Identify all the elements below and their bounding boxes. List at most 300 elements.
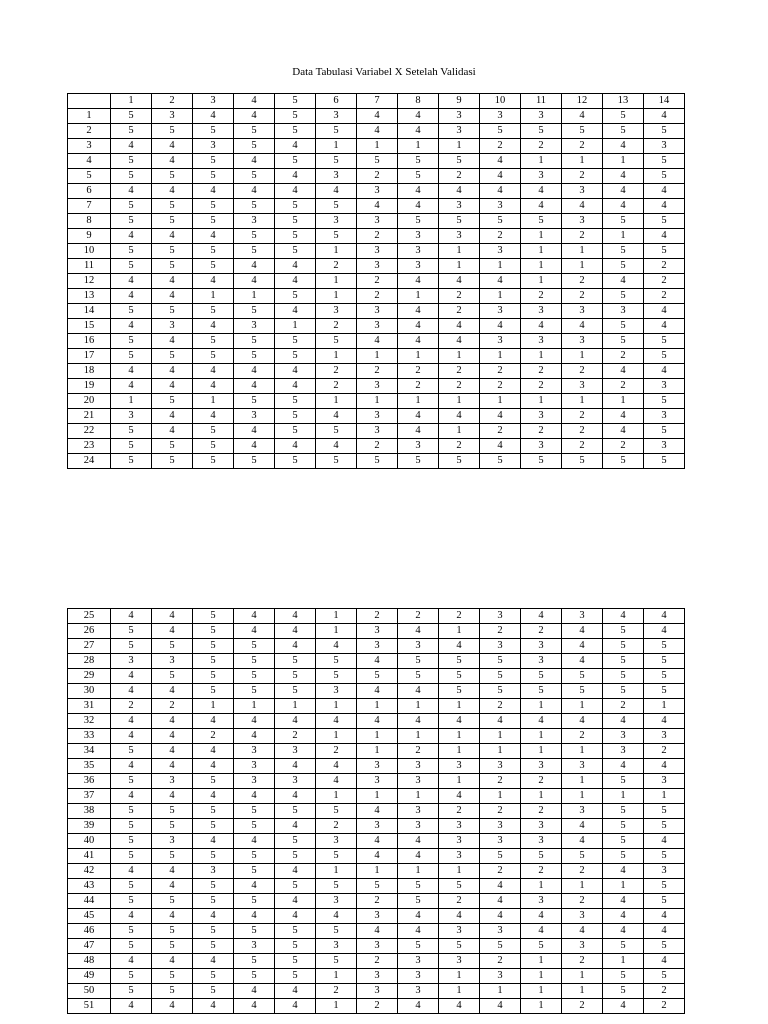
column-header: 8	[398, 94, 439, 109]
table-cell: 5	[111, 849, 152, 864]
table-cell: 3	[111, 409, 152, 424]
table-cell: 4	[603, 424, 644, 439]
table-cell: 4	[357, 684, 398, 699]
table-cell: 4	[193, 789, 234, 804]
table-cell: 5	[193, 349, 234, 364]
table-cell: 1	[480, 349, 521, 364]
table-cell: 4	[439, 999, 480, 1014]
table-cell: 1	[316, 789, 357, 804]
table-cell: 3	[398, 969, 439, 984]
table-cell: 5	[480, 684, 521, 699]
table-cell: 5	[234, 454, 275, 469]
table-cell: 5	[234, 139, 275, 154]
table-cell: 3	[357, 909, 398, 924]
table-row	[68, 454, 685, 469]
table-cell: 5	[480, 124, 521, 139]
table-cell: 5	[111, 879, 152, 894]
table-cell: 1	[234, 289, 275, 304]
table-cell: 4	[234, 259, 275, 274]
table-row	[68, 184, 685, 199]
row-number: 7	[68, 199, 111, 214]
table-cell: 2	[439, 289, 480, 304]
table-cell: 4	[357, 199, 398, 214]
table-row	[68, 954, 685, 969]
table-cell: 4	[111, 184, 152, 199]
table-cell: 4	[644, 834, 685, 849]
table-cell: 4	[234, 274, 275, 289]
table-cell: 3	[357, 259, 398, 274]
table-cell: 4	[193, 954, 234, 969]
column-header: 3	[193, 94, 234, 109]
table-cell: 5	[234, 684, 275, 699]
table-cell: 2	[357, 229, 398, 244]
table-cell: 4	[398, 274, 439, 289]
table-cell: 5	[644, 169, 685, 184]
table-row	[68, 924, 685, 939]
table-cell: 5	[111, 439, 152, 454]
table-cell: 4	[480, 909, 521, 924]
table-cell: 5	[193, 879, 234, 894]
row-number: 36	[68, 774, 111, 789]
table-cell: 4	[111, 684, 152, 699]
table-cell: 5	[152, 894, 193, 909]
table-cell: 4	[316, 639, 357, 654]
table-cell: 4	[562, 834, 603, 849]
table-cell: 1	[480, 259, 521, 274]
table-cell: 4	[562, 624, 603, 639]
table-cell: 5	[316, 804, 357, 819]
table-cell: 5	[562, 669, 603, 684]
table-cell: 4	[398, 924, 439, 939]
table-cell: 5	[152, 849, 193, 864]
table-cell: 5	[398, 939, 439, 954]
table-cell: 4	[193, 109, 234, 124]
table-cell: 4	[398, 124, 439, 139]
table-cell: 4	[562, 819, 603, 834]
table-cell: 5	[111, 819, 152, 834]
table-cell: 2	[562, 364, 603, 379]
table-cell: 5	[644, 424, 685, 439]
table-cell: 5	[111, 804, 152, 819]
row-number: 13	[68, 289, 111, 304]
table-cell: 2	[562, 954, 603, 969]
table-cell: 1	[480, 289, 521, 304]
table-cell: 3	[644, 439, 685, 454]
table-row	[68, 424, 685, 439]
table-cell: 4	[562, 654, 603, 669]
table-cell: 4	[275, 864, 316, 879]
table-cell: 5	[275, 394, 316, 409]
row-number: 15	[68, 319, 111, 334]
table-cell: 5	[603, 334, 644, 349]
table-cell: 5	[152, 124, 193, 139]
table-cell: 5	[316, 954, 357, 969]
table-cell: 4	[275, 999, 316, 1014]
table-cell: 1	[357, 349, 398, 364]
table-row	[68, 409, 685, 424]
table-cell: 5	[193, 609, 234, 624]
table-cell: 5	[644, 244, 685, 259]
table-cell: 4	[316, 774, 357, 789]
table-row	[68, 804, 685, 819]
table-cell: 5	[644, 894, 685, 909]
table-cell: 1	[316, 139, 357, 154]
table-cell: 4	[521, 909, 562, 924]
table-cell: 5	[234, 349, 275, 364]
table-cell: 5	[603, 319, 644, 334]
table-cell: 4	[234, 109, 275, 124]
table-cell: 4	[152, 424, 193, 439]
table-cell: 1	[439, 729, 480, 744]
table-cell: 1	[275, 699, 316, 714]
table-cell: 1	[398, 699, 439, 714]
table-cell: 4	[316, 909, 357, 924]
table-cell: 5	[234, 849, 275, 864]
table-cell: 4	[644, 109, 685, 124]
table-row	[68, 984, 685, 999]
table-cell: 1	[398, 864, 439, 879]
table-cell: 5	[316, 849, 357, 864]
table-cell: 4	[275, 439, 316, 454]
table-cell: 4	[562, 924, 603, 939]
table-cell: 3	[234, 774, 275, 789]
table-cell: 4	[603, 999, 644, 1014]
table-cell: 4	[193, 999, 234, 1014]
table-cell: 4	[562, 639, 603, 654]
table-cell: 5	[398, 654, 439, 669]
table-cell: 5	[603, 654, 644, 669]
table-cell: 5	[193, 169, 234, 184]
row-number: 19	[68, 379, 111, 394]
row-number: 21	[68, 409, 111, 424]
table-cell: 4	[644, 364, 685, 379]
table-cell: 5	[644, 154, 685, 169]
table-cell: 3	[562, 804, 603, 819]
table-cell: 4	[111, 289, 152, 304]
table-cell: 4	[275, 259, 316, 274]
table-row	[68, 819, 685, 834]
table-cell: 4	[152, 409, 193, 424]
table-cell: 1	[480, 394, 521, 409]
table-body	[68, 609, 685, 1014]
table-cell: 2	[398, 364, 439, 379]
row-number: 26	[68, 624, 111, 639]
table-row	[68, 714, 685, 729]
row-number: 30	[68, 684, 111, 699]
table-row	[68, 774, 685, 789]
table-cell: 3	[398, 984, 439, 999]
table-cell: 4	[234, 424, 275, 439]
table-cell: 2	[398, 609, 439, 624]
column-header: 1	[111, 94, 152, 109]
table-cell: 5	[193, 454, 234, 469]
table-cell: 4	[111, 999, 152, 1014]
table-cell: 5	[480, 214, 521, 229]
table-row	[68, 229, 685, 244]
table-row	[68, 364, 685, 379]
page-title: Data Tabulasi Variabel X Setelah Validasi	[292, 66, 476, 78]
table-cell: 3	[480, 109, 521, 124]
table-cell: 2	[357, 169, 398, 184]
table-cell: 1	[398, 394, 439, 409]
column-header: 11	[521, 94, 562, 109]
table-cell: 4	[111, 729, 152, 744]
table-cell: 1	[111, 394, 152, 409]
table-cell: 5	[521, 849, 562, 864]
table-cell: 4	[644, 319, 685, 334]
table-cell: 1	[521, 954, 562, 969]
row-number: 42	[68, 864, 111, 879]
table-cell: 5	[603, 214, 644, 229]
table-cell: 5	[603, 804, 644, 819]
table-cell: 4	[193, 759, 234, 774]
table-cell: 5	[275, 924, 316, 939]
table-row	[68, 999, 685, 1014]
table-cell: 4	[603, 409, 644, 424]
table-cell: 5	[152, 439, 193, 454]
table-cell: 5	[439, 654, 480, 669]
table-cell: 3	[480, 924, 521, 939]
table-cell: 1	[603, 229, 644, 244]
table-row	[68, 789, 685, 804]
table-cell: 1	[357, 744, 398, 759]
table-cell: 4	[439, 909, 480, 924]
table-cell: 3	[644, 409, 685, 424]
table-cell: 4	[398, 184, 439, 199]
table-cell: 2	[521, 379, 562, 394]
table-cell: 3	[111, 654, 152, 669]
table-cell: 2	[603, 379, 644, 394]
table-cell: 5	[398, 879, 439, 894]
table-cell: 4	[562, 319, 603, 334]
table-cell: 1	[521, 699, 562, 714]
table-cell: 5	[111, 894, 152, 909]
table-cell: 3	[316, 214, 357, 229]
table-cell: 5	[316, 424, 357, 439]
table-cell: 5	[193, 654, 234, 669]
table-cell: 4	[111, 139, 152, 154]
table-cell: 5	[234, 229, 275, 244]
table-cell: 4	[439, 714, 480, 729]
table-cell: 2	[439, 169, 480, 184]
table-row	[68, 109, 685, 124]
table-cell: 5	[234, 864, 275, 879]
table-cell: 4	[316, 714, 357, 729]
table-cell: 5	[152, 304, 193, 319]
table-cell: 4	[193, 834, 234, 849]
table-cell: 2	[357, 609, 398, 624]
table-cell: 4	[152, 379, 193, 394]
table-cell: 2	[603, 439, 644, 454]
table-cell: 3	[152, 109, 193, 124]
table-cell: 5	[193, 304, 234, 319]
table-cell: 4	[357, 804, 398, 819]
table-cell: 1	[316, 609, 357, 624]
table-cell: 5	[193, 969, 234, 984]
table-cell: 3	[439, 834, 480, 849]
table-cell: 3	[234, 214, 275, 229]
table-cell: 5	[316, 229, 357, 244]
table-cell: 5	[275, 409, 316, 424]
table-cell: 5	[111, 259, 152, 274]
table-cell: 2	[357, 289, 398, 304]
table-cell: 5	[644, 804, 685, 819]
table-cell: 2	[316, 364, 357, 379]
table-cell: 3	[521, 334, 562, 349]
table-cell: 4	[439, 334, 480, 349]
table-cell: 1	[603, 789, 644, 804]
table-cell: 4	[234, 439, 275, 454]
row-number: 20	[68, 394, 111, 409]
table-cell: 4	[439, 184, 480, 199]
table-cell: 3	[357, 379, 398, 394]
row-number: 45	[68, 909, 111, 924]
table-cell: 4	[152, 154, 193, 169]
table-cell: 1	[562, 744, 603, 759]
table-cell: 2	[521, 364, 562, 379]
table-cell: 3	[644, 729, 685, 744]
table-cell: 3	[316, 834, 357, 849]
table-cell: 2	[439, 804, 480, 819]
table-cell: 4	[398, 334, 439, 349]
table-cell: 3	[357, 319, 398, 334]
table-cell: 1	[234, 699, 275, 714]
row-number: 23	[68, 439, 111, 454]
table-cell: 5	[275, 849, 316, 864]
table-cell: 1	[439, 744, 480, 759]
table-cell: 4	[398, 109, 439, 124]
table-cell: 4	[193, 319, 234, 334]
table-cell: 3	[357, 639, 398, 654]
table-cell: 5	[234, 669, 275, 684]
table-cell: 5	[275, 669, 316, 684]
row-number: 51	[68, 999, 111, 1014]
column-header: 9	[439, 94, 480, 109]
table-cell: 4	[234, 909, 275, 924]
table-cell: 1	[521, 999, 562, 1014]
table-cell: 2	[521, 804, 562, 819]
table-cell: 5	[603, 259, 644, 274]
table-cell: 4	[275, 909, 316, 924]
row-number: 25	[68, 609, 111, 624]
table-cell: 2	[275, 729, 316, 744]
table-cell: 3	[398, 229, 439, 244]
table-cell: 5	[111, 924, 152, 939]
table-cell: 1	[644, 789, 685, 804]
table-cell: 3	[316, 304, 357, 319]
row-number: 39	[68, 819, 111, 834]
table-cell: 2	[603, 699, 644, 714]
table-cell: 4	[357, 834, 398, 849]
table-cell: 5	[234, 639, 275, 654]
table-cell: 5	[193, 984, 234, 999]
table-cell: 5	[603, 819, 644, 834]
table-cell: 5	[480, 654, 521, 669]
table-cell: 5	[193, 939, 234, 954]
table-row	[68, 349, 685, 364]
table-cell: 4	[480, 169, 521, 184]
table-cell: 5	[603, 109, 644, 124]
table-cell: 4	[234, 984, 275, 999]
table-cell: 5	[152, 394, 193, 409]
table-cell: 3	[398, 639, 439, 654]
table-row	[68, 154, 685, 169]
table-cell: 2	[316, 984, 357, 999]
table-cell: 5	[439, 939, 480, 954]
table-cell: 3	[644, 139, 685, 154]
table-cell: 4	[234, 789, 275, 804]
table-cell: 5	[193, 439, 234, 454]
table-cell: 4	[357, 849, 398, 864]
table-cell: 5	[316, 154, 357, 169]
row-number: 33	[68, 729, 111, 744]
table-cell: 5	[316, 879, 357, 894]
table-row	[68, 139, 685, 154]
table-cell: 5	[439, 684, 480, 699]
table-cell: 5	[152, 819, 193, 834]
table-cell: 4	[439, 639, 480, 654]
table-cell: 5	[234, 304, 275, 319]
table-cell: 5	[234, 654, 275, 669]
table-cell: 5	[234, 894, 275, 909]
data-table-top	[67, 93, 685, 469]
table-cell: 2	[480, 804, 521, 819]
table-cell: 1	[316, 349, 357, 364]
table-cell: 5	[275, 334, 316, 349]
row-number: 24	[68, 454, 111, 469]
table-cell: 3	[439, 124, 480, 139]
table-cell: 4	[193, 744, 234, 759]
table-cell: 5	[193, 774, 234, 789]
table-cell: 4	[644, 909, 685, 924]
table-cell: 4	[603, 609, 644, 624]
table-cell: 4	[603, 274, 644, 289]
table-cell: 5	[193, 669, 234, 684]
row-number: 8	[68, 214, 111, 229]
table-cell: 5	[398, 154, 439, 169]
table-cell: 3	[521, 894, 562, 909]
table-cell: 5	[152, 199, 193, 214]
table-cell: 1	[316, 969, 357, 984]
table-cell: 5	[521, 214, 562, 229]
table-cell: 1	[357, 139, 398, 154]
table-row	[68, 439, 685, 454]
table-row	[68, 304, 685, 319]
table-cell: 2	[316, 819, 357, 834]
table-cell: 4	[644, 229, 685, 244]
table-cell: 4	[275, 139, 316, 154]
table-cell: 4	[398, 319, 439, 334]
table-cell: 3	[357, 774, 398, 789]
table-cell: 5	[644, 879, 685, 894]
table-cell: 4	[521, 924, 562, 939]
table-cell: 3	[439, 229, 480, 244]
table-cell: 4	[111, 954, 152, 969]
table-cell: 5	[275, 454, 316, 469]
table-cell: 5	[316, 924, 357, 939]
table-cell: 5	[275, 349, 316, 364]
table-cell: 1	[521, 394, 562, 409]
row-number: 14	[68, 304, 111, 319]
table-cell: 3	[275, 744, 316, 759]
table-cell: 4	[357, 924, 398, 939]
table-cell: 3	[480, 199, 521, 214]
table-cell: 4	[398, 909, 439, 924]
table-cell: 4	[111, 379, 152, 394]
table-cell: 5	[111, 774, 152, 789]
table-cell: 5	[152, 244, 193, 259]
table-cell: 4	[644, 624, 685, 639]
